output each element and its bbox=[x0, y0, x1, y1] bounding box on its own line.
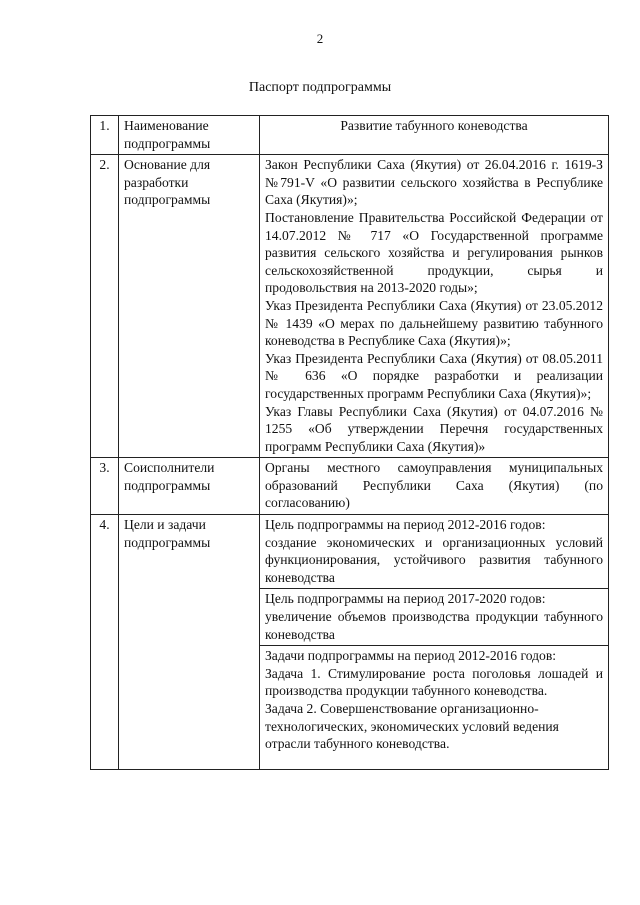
row-number: 1. bbox=[91, 116, 119, 155]
task-text: Задача 1. Стимулирование роста поголовья лошадей и производства продукции табунного коневодства. bbox=[265, 665, 603, 699]
spacer bbox=[265, 753, 603, 767]
row-value: Органы местного самоуправления муниципальных образований Республики Саха (Якутия) (по согласованию) bbox=[260, 458, 609, 515]
goal-block bbox=[260, 515, 608, 588]
goal-block bbox=[260, 588, 608, 645]
table-row bbox=[91, 116, 609, 155]
row-value bbox=[260, 515, 609, 770]
row-label: Основание для разработки подпрограммы bbox=[119, 155, 260, 458]
document-title: Паспорт подпрограммы bbox=[248, 80, 392, 95]
row-value: Развитие табунного коневодства bbox=[260, 116, 609, 155]
table-row bbox=[91, 458, 609, 515]
basis-document: Указ Главы Республики Саха (Якутия) от 04.07.2016 № 1255 «Об утверждении Перечня государственных программ Республики Саха (Якутия)» bbox=[265, 403, 603, 454]
row-label: Наименование подпрограммы bbox=[119, 116, 260, 155]
goal-heading: Цель подпрограммы на период 2012-2016 годов: bbox=[265, 517, 546, 533]
row-number: 3. bbox=[91, 458, 119, 515]
goal-text: создание экономических и организационных условий функционирования, устойчивого развития табунного коневодства bbox=[265, 534, 603, 585]
basis-document: Указ Президента Республики Саха (Якутия) от 08.05.2011 № 636 «О порядке разработки и реализации государственных программ Республики Саха (Якутия)»; bbox=[265, 350, 603, 401]
table-row bbox=[91, 515, 609, 770]
goal-heading: Цель подпрограммы на период 2017-2020 годов: bbox=[265, 591, 546, 607]
task-text: Задача 2. Совершенствование организационно-технологических, экономических условий ведения отрасли табунного коневодства. bbox=[265, 701, 559, 752]
basis-document: Указ Президента Республики Саха (Якутия) от 23.05.2012 № 1439 «О мерах по дальнейшему развитию табунного коневодства в Республике Саха (Якутия)»; bbox=[265, 297, 603, 349]
row-number: 4. bbox=[91, 515, 119, 770]
page-number: 2 bbox=[316, 31, 324, 46]
goal-text: увеличение объемов производства продукции табунного коневодства bbox=[265, 609, 603, 642]
row-number: 2. bbox=[91, 155, 119, 458]
table-row bbox=[91, 155, 609, 458]
tasks-heading: Задачи подпрограммы на период 2012-2016 годов: bbox=[265, 648, 557, 664]
tasks-block bbox=[260, 645, 608, 769]
basis-document: Постановление Правительства Российской Федерации от 14.07.2012 № 717 «О Государственной программе развития сельского хозяйства и регулирования рынков сельскохозяйственной продукции, сырья и продовольствия на 2013-2020 годы»; bbox=[265, 209, 603, 296]
basis-document: Закон Республики Саха (Якутия) от 26.04.2016 г. 1619-З №791-V «О развитии сельского хозяйства в Республике Саха (Якутия)»; bbox=[265, 157, 603, 208]
row-value bbox=[260, 155, 609, 458]
row-label: Соисполнители подпрограммы bbox=[119, 458, 260, 515]
passport-table bbox=[90, 115, 609, 770]
row-label: Цели и задачи подпрограммы bbox=[119, 515, 260, 770]
